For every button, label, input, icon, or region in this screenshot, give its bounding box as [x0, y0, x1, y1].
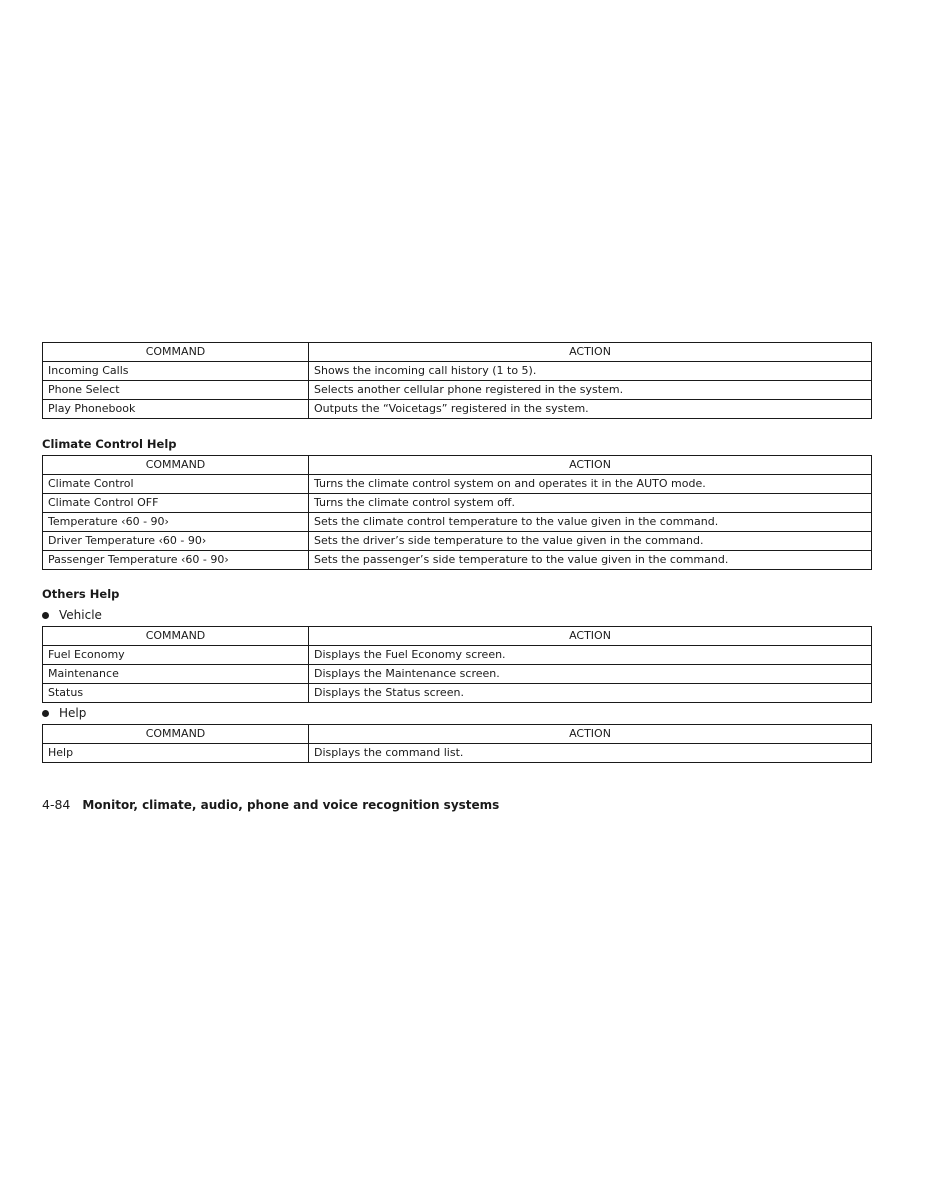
bullet-help: [42, 706, 86, 720]
bullet-dot-icon: [42, 612, 49, 619]
table-row: [43, 400, 872, 419]
help-commands-table: [42, 724, 872, 763]
action-cell: Displays the command list.: [309, 744, 872, 763]
bullet-label: Vehicle: [59, 608, 102, 622]
action-cell: Shows the incoming call history (1 to 5).: [309, 362, 872, 381]
action-cell: Outputs the “Voicetags” registered in the system.: [309, 400, 872, 419]
column-header-command: COMMAND: [43, 725, 309, 744]
column-header-action: ACTION: [309, 343, 872, 362]
table-row: [43, 513, 872, 532]
climate-control-help-heading: Climate Control Help: [42, 437, 177, 451]
column-header-action: ACTION: [309, 456, 872, 475]
command-cell: Driver Temperature ‹60 - 90›: [43, 532, 309, 551]
action-cell: Sets the climate control temperature to the value given in the command.: [309, 513, 872, 532]
bullet-vehicle: [42, 608, 102, 622]
bullet-label: Help: [59, 706, 87, 720]
command-cell: Fuel Economy: [43, 646, 309, 665]
action-cell: Selects another cellular phone registered in the system.: [309, 381, 872, 400]
phone-commands-table: [42, 342, 872, 419]
column-header-command: COMMAND: [43, 627, 309, 646]
action-cell: Sets the driver’s side temperature to the value given in the command.: [309, 532, 872, 551]
table-row: [43, 684, 872, 703]
table-row: [43, 646, 872, 665]
command-cell: Play Phonebook: [43, 400, 309, 419]
command-cell: Maintenance: [43, 665, 309, 684]
command-cell: Help: [43, 744, 309, 763]
page-footer: [42, 797, 499, 812]
column-header-action: ACTION: [309, 627, 872, 646]
page-number: 4-84: [42, 797, 71, 812]
bullet-dot-icon: [42, 710, 49, 717]
table-header-row: [43, 627, 872, 646]
table-header-row: [43, 343, 872, 362]
action-cell: Displays the Fuel Economy screen.: [309, 646, 872, 665]
column-header-command: COMMAND: [43, 343, 309, 362]
action-cell: Turns the climate control system on and operates it in the AUTO mode.: [309, 475, 872, 494]
column-header-action: ACTION: [309, 725, 872, 744]
table-row: [43, 665, 872, 684]
command-cell: Passenger Temperature ‹60 - 90›: [43, 551, 309, 570]
others-help-heading: Others Help: [42, 587, 120, 601]
command-cell: Temperature ‹60 - 90›: [43, 513, 309, 532]
action-cell: Displays the Maintenance screen.: [309, 665, 872, 684]
table-row: [43, 744, 872, 763]
section-title: Monitor, climate, audio, phone and voice recognition systems: [82, 798, 500, 812]
table-row: [43, 475, 872, 494]
table-header-row: [43, 456, 872, 475]
table-row: [43, 494, 872, 513]
table-header-row: [43, 725, 872, 744]
command-cell: Phone Select: [43, 381, 309, 400]
action-cell: Sets the passenger’s side temperature to the value given in the command.: [309, 551, 872, 570]
command-cell: Climate Control OFF: [43, 494, 309, 513]
table-row: [43, 551, 872, 570]
table-row: [43, 381, 872, 400]
command-cell: Status: [43, 684, 309, 703]
column-header-command: COMMAND: [43, 456, 309, 475]
command-cell: Incoming Calls: [43, 362, 309, 381]
action-cell: Turns the climate control system off.: [309, 494, 872, 513]
action-cell: Displays the Status screen.: [309, 684, 872, 703]
command-cell: Climate Control: [43, 475, 309, 494]
table-row: [43, 532, 872, 551]
vehicle-commands-table: [42, 626, 872, 703]
table-row: [43, 362, 872, 381]
climate-commands-table: [42, 455, 872, 570]
